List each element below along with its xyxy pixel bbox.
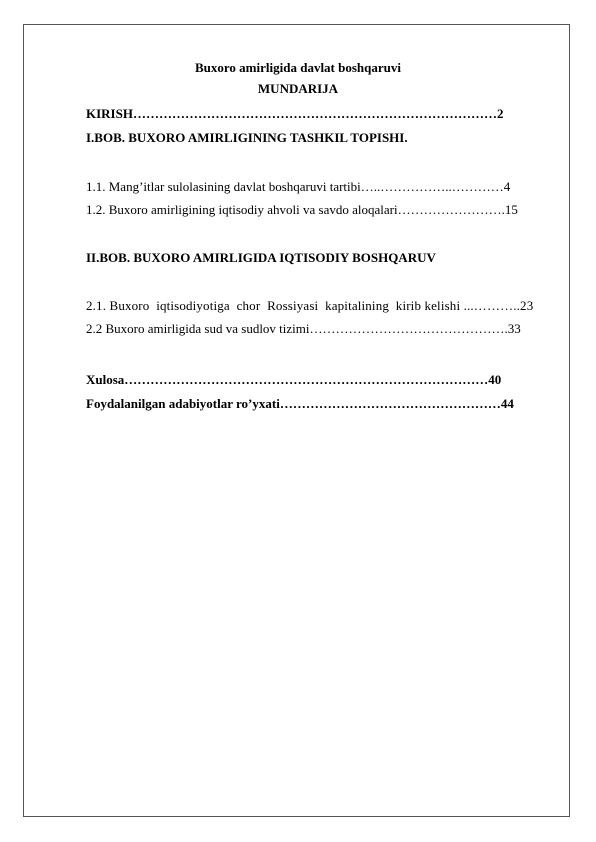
toc-entry-1-2: 1.2. Buxoro amirligining iqtisodiy ahvoli va savdo aloqalari…………………….15 [86, 202, 518, 217]
toc-entry-2-1: 2.1. Buxoro iqtisodiyotiga chor Rossiyasi kapitalining kirib kelishi ...………..23 [86, 298, 534, 313]
toc-chapter-2: II.BOB. BUXORO AMIRLIGIDA IQTISODIY BOSHQARUV [86, 250, 436, 265]
toc-entry-1-1: 1.1. Mang’itlar sulolasining davlat boshqaruvi tartibi…..……………..…………4 [86, 179, 511, 194]
toc-chapter-1: I.BOB. BUXORO AMIRLIGINING TASHKIL TOPISHI. [86, 130, 408, 145]
toc-entry-xulosa: Xulosa…………………………………………………………………………40 [86, 372, 502, 387]
toc-entry-kirish: KIRISH…………………………………………………………………………2 [86, 106, 504, 121]
toc-entry-2-2: 2.2 Buxoro amirligida sud va sudlov tizimi……………………………………….33 [86, 321, 521, 336]
toc-entry-references: Foydalanilgan adabiyotlar ro’yxati……………………………………………44 [86, 396, 514, 411]
toc-heading: MUNDARIJA [257, 81, 339, 96]
document-title: Buxoro amirligida davlat boshqaruvi [195, 60, 401, 75]
